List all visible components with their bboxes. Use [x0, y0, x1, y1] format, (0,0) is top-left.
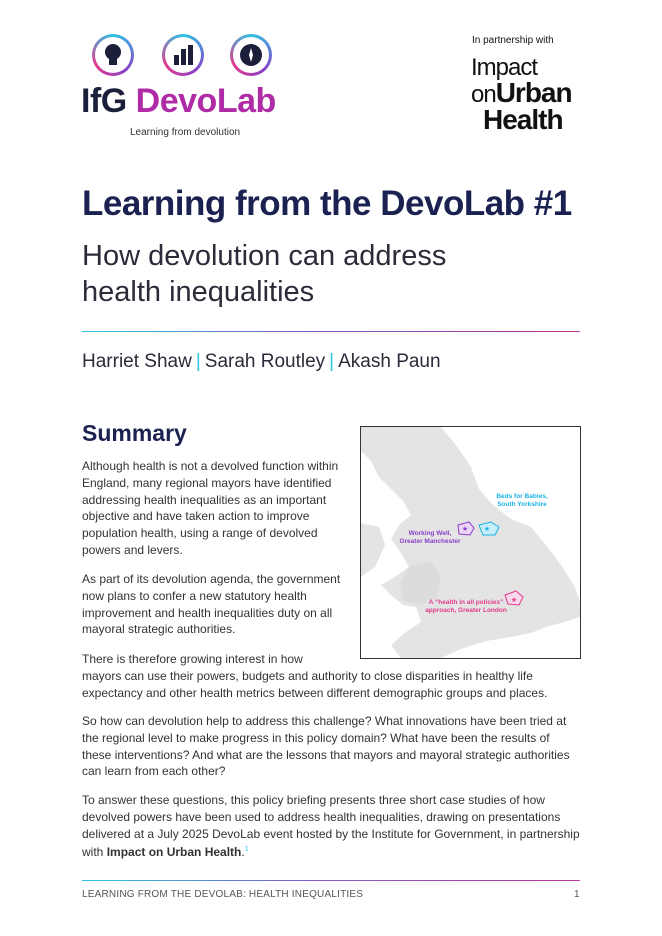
map-label-line: approach, Greater London: [425, 607, 507, 614]
page-number: 1: [574, 889, 580, 900]
partner-logo-line1: Impact: [471, 54, 538, 81]
lightbulb-icon: [92, 34, 134, 76]
brand-tagline: Learning from devolution: [130, 127, 241, 138]
map-label-south-yorkshire: [477, 493, 567, 509]
summary-paragraph-5: [82, 792, 582, 861]
ifg-devolab-icons: [92, 34, 282, 84]
star-icon: ★: [483, 526, 491, 533]
author-name: Harriet Shaw: [82, 351, 192, 372]
page-subtitle: How devolution can address health inequalities: [82, 240, 447, 308]
author-name: Akash Paun: [338, 351, 441, 372]
partner-label: In partnership with: [472, 35, 554, 46]
map-label-line: Working Well,: [408, 530, 452, 537]
partner-logo: [471, 54, 601, 135]
summary-paragraph-4: So how can devolution help to address this challenge? What innovations have been tried at the regional level to make progress in this policy domain? What have been the results of these interventions? And what are the lessons that mayors and mayoral strategic authorities can learn from each other?: [82, 714, 570, 779]
partner-logo-urban: Urban: [495, 77, 572, 108]
star-icon: ★: [461, 526, 469, 533]
author-list: Harriet Shaw | Sarah Routley | Akash Paun: [82, 351, 441, 372]
title-divider: [82, 331, 580, 332]
brand-devolab: DevoLab: [135, 82, 276, 120]
map-label-line: A “health in all policies”: [428, 599, 504, 606]
compass-icon: [230, 34, 272, 76]
summary-paragraph-1: Although health is not a devolved function within England, many regional mayors have identified addressing health inequalities as an important objective and have taken action to improve population health, using a range of devolved powers and levers.: [82, 459, 339, 557]
summary-paragraph-5-text: To answer these questions, this policy briefing presents three short case studies of how devolved powers have been used to address health inequalities, drawing on presentations delivered at a July 2025 DevoLab event hosted by the Institute for Government, in partnership with: [82, 793, 580, 860]
map-label-line: South Yorkshire: [497, 501, 547, 508]
summary-paragraph-2: As part of its devolution agenda, the government now plans to confer a new statutory health improvement and health inequalities duty on all mayoral strategic authorities.: [82, 572, 341, 637]
map-label-manchester: [395, 530, 465, 546]
page-title: Learning from the DevoLab #1: [82, 184, 572, 223]
brand-logo-text: [81, 82, 276, 121]
partner-logo-on: on: [471, 81, 496, 108]
map-label-london: [421, 599, 511, 615]
star-icon: ★: [510, 597, 518, 604]
map-ireland: [361, 523, 385, 577]
summary-paragraph-3-rest: mayors can use their powers, budgets and authority to close disparities in healthy life expectancy and other health metrics between different demographic groups and places.: [82, 668, 548, 700]
england-map: [360, 426, 581, 659]
england-map-svg: [361, 427, 580, 658]
summary-paragraph-5-partner: Impact on Urban Health: [106, 845, 242, 860]
footnote-link[interactable]: 1: [244, 846, 249, 854]
summary-paragraph-3-first-line: There is therefore growing interest in how: [82, 652, 303, 666]
map-label-line: Beds for Babies,: [496, 493, 548, 500]
author-name: Sarah Routley: [204, 351, 326, 372]
summary-paragraph-5-end: .: [241, 845, 245, 860]
bar-chart-icon: [162, 34, 204, 76]
map-label-line: Greater Manchester: [399, 538, 461, 545]
brand-ifg: IfG: [81, 82, 127, 120]
summary-heading: Summary: [82, 420, 187, 446]
footer-running-title: LEARNING FROM THE DEVOLAB: HEALTH INEQUALITIES: [82, 889, 364, 900]
map-landmass: [361, 427, 580, 658]
partner-logo-line2: [471, 77, 601, 108]
partner-logo-line3: Health: [483, 104, 563, 135]
footer-divider: [82, 880, 580, 881]
